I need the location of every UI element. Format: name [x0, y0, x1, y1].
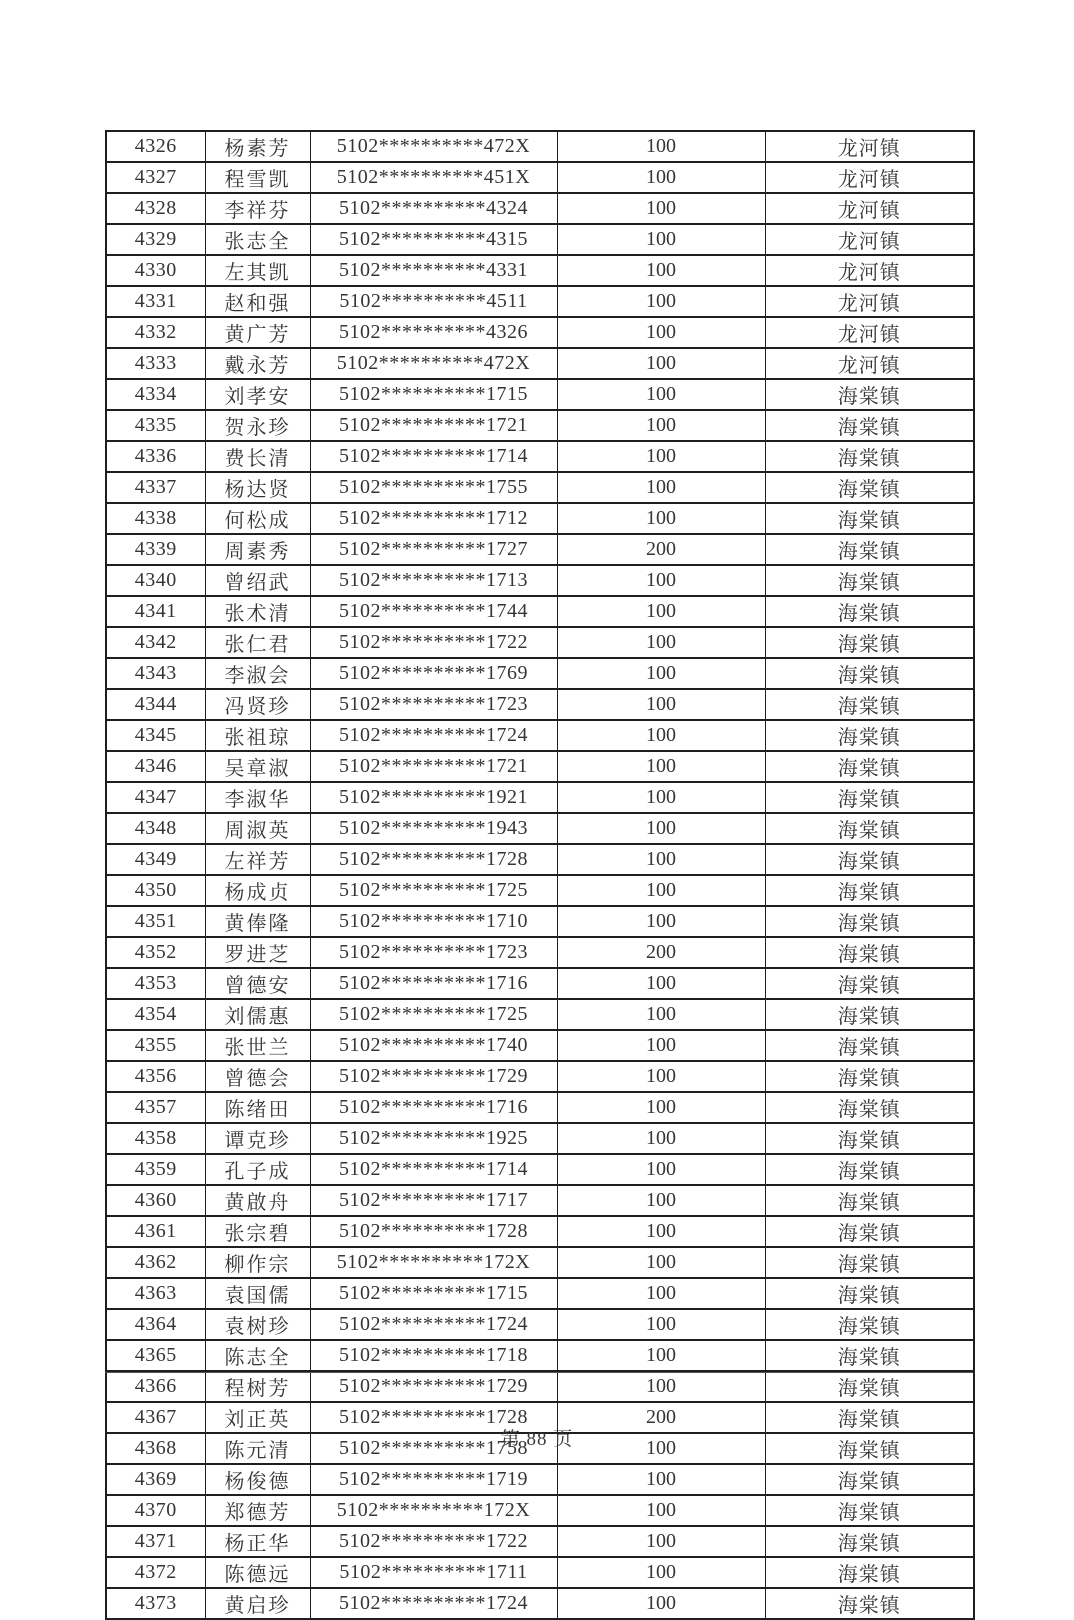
cell-person-name: 左其凯: [205, 255, 310, 286]
cell-sequence-number: 4334: [106, 379, 205, 410]
cell-town-name: 海棠镇: [765, 937, 974, 968]
cell-person-name: 戴永芳: [205, 348, 310, 379]
cell-person-name: 袁国儒: [205, 1278, 310, 1309]
cell-masked-id-number: 5102**********172X: [310, 1247, 557, 1278]
cell-amount: 100: [557, 1309, 765, 1340]
cell-sequence-number: 4363: [106, 1278, 205, 1309]
cell-amount: 100: [557, 813, 765, 844]
cell-sequence-number: 4358: [106, 1123, 205, 1154]
cell-town-name: 海棠镇: [765, 689, 974, 720]
cell-masked-id-number: 5102**********451X: [310, 162, 557, 193]
cell-masked-id-number: 5102**********1755: [310, 472, 557, 503]
cell-town-name: 海棠镇: [765, 875, 974, 906]
cell-masked-id-number: 5102**********1740: [310, 1030, 557, 1061]
cell-person-name: 陈元清: [205, 1433, 310, 1464]
cell-town-name: 龙河镇: [765, 224, 974, 255]
cell-masked-id-number: 5102**********1717: [310, 1185, 557, 1216]
cell-amount: 100: [557, 751, 765, 782]
cell-amount: 100: [557, 193, 765, 224]
cell-town-name: 海棠镇: [765, 379, 974, 410]
cell-masked-id-number: 5102**********1713: [310, 565, 557, 596]
cell-sequence-number: 4355: [106, 1030, 205, 1061]
table-row: [106, 131, 974, 162]
cell-sequence-number: 4330: [106, 255, 205, 286]
cell-sequence-number: 4351: [106, 906, 205, 937]
cell-town-name: 海棠镇: [765, 906, 974, 937]
cell-sequence-number: 4329: [106, 224, 205, 255]
cell-person-name: 李淑会: [205, 658, 310, 689]
table-row: [106, 1588, 974, 1619]
cell-person-name: 左祥芳: [205, 844, 310, 875]
cell-person-name: 刘正英: [205, 1402, 310, 1433]
page-number-footer: 第 88 页: [500, 1429, 574, 1450]
cell-masked-id-number: 5102**********4315: [310, 224, 557, 255]
table-row: [106, 286, 974, 317]
cell-town-name: 海棠镇: [765, 472, 974, 503]
table-row: [106, 162, 974, 193]
cell-amount: 100: [557, 906, 765, 937]
cell-masked-id-number: 5102**********1728: [310, 1402, 557, 1433]
cell-town-name: 海棠镇: [765, 751, 974, 782]
cell-town-name: 海棠镇: [765, 1433, 974, 1464]
cell-person-name: 陈德远: [205, 1557, 310, 1588]
table-row: [106, 1557, 974, 1588]
cell-sequence-number: 4350: [106, 875, 205, 906]
cell-person-name: 程树芳: [205, 1371, 310, 1402]
cell-amount: 200: [557, 937, 765, 968]
cell-town-name: 龙河镇: [765, 131, 974, 162]
cell-town-name: 海棠镇: [765, 1309, 974, 1340]
cell-masked-id-number: 5102**********1711: [310, 1557, 557, 1588]
cell-town-name: 龙河镇: [765, 162, 974, 193]
cell-person-name: 赵和强: [205, 286, 310, 317]
cell-masked-id-number: 5102**********1725: [310, 875, 557, 906]
cell-amount: 100: [557, 720, 765, 751]
cell-town-name: 海棠镇: [765, 1402, 974, 1433]
cell-town-name: 海棠镇: [765, 1588, 974, 1619]
cell-person-name: 周素秀: [205, 534, 310, 565]
table-row: [106, 1495, 974, 1526]
cell-amount: 100: [557, 410, 765, 441]
cell-person-name: 费长清: [205, 441, 310, 472]
cell-amount: 100: [557, 658, 765, 689]
cell-sequence-number: 4340: [106, 565, 205, 596]
cell-town-name: 海棠镇: [765, 1526, 974, 1557]
cell-amount: 100: [557, 472, 765, 503]
table-row: [106, 937, 974, 968]
cell-amount: 100: [557, 286, 765, 317]
cell-sequence-number: 4366: [106, 1371, 205, 1402]
cell-town-name: 海棠镇: [765, 813, 974, 844]
table-row: [106, 596, 974, 627]
cell-sequence-number: 4345: [106, 720, 205, 751]
cell-sequence-number: 4359: [106, 1154, 205, 1185]
cell-sequence-number: 4343: [106, 658, 205, 689]
cell-sequence-number: 4344: [106, 689, 205, 720]
cell-masked-id-number: 5102**********1714: [310, 1154, 557, 1185]
cell-masked-id-number: 5102**********1715: [310, 379, 557, 410]
cell-amount: 100: [557, 844, 765, 875]
cell-person-name: 曾德会: [205, 1061, 310, 1092]
cell-masked-id-number: 5102**********1943: [310, 813, 557, 844]
cell-town-name: 海棠镇: [765, 1154, 974, 1185]
table-row: [106, 534, 974, 565]
cell-town-name: 海棠镇: [765, 844, 974, 875]
cell-person-name: 张术清: [205, 596, 310, 627]
cell-masked-id-number: 5102**********1710: [310, 906, 557, 937]
table-row: [106, 379, 974, 410]
table-row: [106, 1464, 974, 1495]
cell-amount: 100: [557, 689, 765, 720]
cell-amount: 200: [557, 534, 765, 565]
cell-masked-id-number: 5102**********472X: [310, 348, 557, 379]
cell-town-name: 海棠镇: [765, 1495, 974, 1526]
cell-masked-id-number: 5102**********1925: [310, 1123, 557, 1154]
cell-person-name: 张宗碧: [205, 1216, 310, 1247]
table-row: [106, 844, 974, 875]
table-bottom-rule: [105, 1372, 973, 1373]
table-row: [106, 1123, 974, 1154]
table-row: [106, 1247, 974, 1278]
cell-masked-id-number: 5102**********4326: [310, 317, 557, 348]
cell-person-name: 张志全: [205, 224, 310, 255]
cell-masked-id-number: 5102**********1712: [310, 503, 557, 534]
cell-masked-id-number: 5102**********1714: [310, 441, 557, 472]
cell-masked-id-number: 5102**********1744: [310, 596, 557, 627]
cell-sequence-number: 4364: [106, 1309, 205, 1340]
cell-sequence-number: 4328: [106, 193, 205, 224]
cell-masked-id-number: 5102**********1727: [310, 534, 557, 565]
cell-town-name: 海棠镇: [765, 1278, 974, 1309]
cell-sequence-number: 4337: [106, 472, 205, 503]
cell-amount: 100: [557, 565, 765, 596]
cell-sequence-number: 4356: [106, 1061, 205, 1092]
cell-masked-id-number: 5102**********4511: [310, 286, 557, 317]
cell-town-name: 海棠镇: [765, 627, 974, 658]
cell-sequence-number: 4371: [106, 1526, 205, 1557]
cell-town-name: 海棠镇: [765, 1216, 974, 1247]
cell-amount: 100: [557, 255, 765, 286]
table-row: [106, 999, 974, 1030]
cell-sequence-number: 4327: [106, 162, 205, 193]
table-row: [106, 193, 974, 224]
cell-person-name: 曾德安: [205, 968, 310, 999]
cell-amount: 200: [557, 1402, 765, 1433]
cell-person-name: 张祖琼: [205, 720, 310, 751]
cell-town-name: 龙河镇: [765, 255, 974, 286]
cell-masked-id-number: 5102**********1724: [310, 1588, 557, 1619]
cell-town-name: 海棠镇: [765, 1557, 974, 1588]
table-row: [106, 1371, 974, 1402]
beneficiary-table: [105, 130, 975, 1620]
cell-person-name: 罗进芝: [205, 937, 310, 968]
cell-town-name: 海棠镇: [765, 1061, 974, 1092]
cell-masked-id-number: 5102**********1716: [310, 968, 557, 999]
cell-masked-id-number: 5102**********1729: [310, 1371, 557, 1402]
cell-masked-id-number: 5102**********472X: [310, 131, 557, 162]
cell-town-name: 海棠镇: [765, 782, 974, 813]
cell-town-name: 龙河镇: [765, 348, 974, 379]
cell-sequence-number: 4339: [106, 534, 205, 565]
table-row: [106, 1154, 974, 1185]
cell-masked-id-number: 5102**********4324: [310, 193, 557, 224]
cell-masked-id-number: 5102**********172X: [310, 1495, 557, 1526]
cell-amount: 100: [557, 379, 765, 410]
cell-town-name: 海棠镇: [765, 720, 974, 751]
table-row: [106, 348, 974, 379]
cell-masked-id-number: 5102**********1728: [310, 1216, 557, 1247]
cell-sequence-number: 4331: [106, 286, 205, 317]
cell-sequence-number: 4326: [106, 131, 205, 162]
cell-amount: 100: [557, 1588, 765, 1619]
cell-town-name: 海棠镇: [765, 441, 974, 472]
cell-amount: 100: [557, 1495, 765, 1526]
table-row: [106, 720, 974, 751]
cell-sequence-number: 4360: [106, 1185, 205, 1216]
cell-sequence-number: 4372: [106, 1557, 205, 1588]
table-row: [106, 410, 974, 441]
cell-person-name: 张仁君: [205, 627, 310, 658]
table-row: [106, 1278, 974, 1309]
cell-person-name: 杨正华: [205, 1526, 310, 1557]
cell-person-name: 程雪凯: [205, 162, 310, 193]
cell-town-name: 海棠镇: [765, 1371, 974, 1402]
cell-sequence-number: 4336: [106, 441, 205, 472]
cell-town-name: 海棠镇: [765, 1030, 974, 1061]
cell-town-name: 海棠镇: [765, 596, 974, 627]
cell-sequence-number: 4369: [106, 1464, 205, 1495]
table-row: [106, 658, 974, 689]
cell-sequence-number: 4367: [106, 1402, 205, 1433]
cell-person-name: 柳作宗: [205, 1247, 310, 1278]
table-row: [106, 782, 974, 813]
cell-town-name: 海棠镇: [765, 1123, 974, 1154]
table-row: [106, 906, 974, 937]
cell-person-name: 刘儒惠: [205, 999, 310, 1030]
cell-town-name: 龙河镇: [765, 286, 974, 317]
cell-town-name: 海棠镇: [765, 410, 974, 441]
cell-person-name: 曾绍武: [205, 565, 310, 596]
cell-person-name: 何松成: [205, 503, 310, 534]
table-row: [106, 472, 974, 503]
table-row: [106, 1309, 974, 1340]
cell-sequence-number: 4333: [106, 348, 205, 379]
cell-amount: 100: [557, 1371, 765, 1402]
table-row: [106, 441, 974, 472]
table-row: [106, 968, 974, 999]
cell-amount: 100: [557, 1247, 765, 1278]
cell-sequence-number: 4346: [106, 751, 205, 782]
cell-masked-id-number: 5102**********1722: [310, 627, 557, 658]
table-row: [106, 565, 974, 596]
cell-sequence-number: 4368: [106, 1433, 205, 1464]
cell-town-name: 海棠镇: [765, 1185, 974, 1216]
table-row: [106, 1185, 974, 1216]
cell-sequence-number: 4361: [106, 1216, 205, 1247]
cell-town-name: 海棠镇: [765, 1464, 974, 1495]
cell-person-name: 贺永珍: [205, 410, 310, 441]
cell-amount: 100: [557, 1557, 765, 1588]
cell-sequence-number: 4373: [106, 1588, 205, 1619]
cell-person-name: 李祥芬: [205, 193, 310, 224]
cell-amount: 100: [557, 1123, 765, 1154]
cell-masked-id-number: 5102**********1722: [310, 1526, 557, 1557]
cell-town-name: 海棠镇: [765, 503, 974, 534]
cell-amount: 100: [557, 1216, 765, 1247]
cell-masked-id-number: 5102**********1715: [310, 1278, 557, 1309]
cell-town-name: 海棠镇: [765, 1092, 974, 1123]
table-row: [106, 627, 974, 658]
cell-masked-id-number: 5102**********1729: [310, 1061, 557, 1092]
cell-person-name: 孔子成: [205, 1154, 310, 1185]
cell-sequence-number: 4362: [106, 1247, 205, 1278]
cell-masked-id-number: 5102**********1716: [310, 1092, 557, 1123]
cell-town-name: 海棠镇: [765, 1340, 974, 1371]
cell-person-name: 张世兰: [205, 1030, 310, 1061]
cell-amount: 100: [557, 1061, 765, 1092]
cell-town-name: 海棠镇: [765, 1247, 974, 1278]
table-row: [106, 503, 974, 534]
cell-sequence-number: 4349: [106, 844, 205, 875]
cell-amount: 100: [557, 1092, 765, 1123]
cell-town-name: 龙河镇: [765, 193, 974, 224]
cell-sequence-number: 4347: [106, 782, 205, 813]
cell-sequence-number: 4357: [106, 1092, 205, 1123]
cell-amount: 100: [557, 1154, 765, 1185]
cell-amount: 100: [557, 999, 765, 1030]
cell-town-name: 龙河镇: [765, 317, 974, 348]
cell-amount: 100: [557, 1278, 765, 1309]
cell-person-name: 杨达贤: [205, 472, 310, 503]
table-row: [106, 1216, 974, 1247]
table-row: [106, 1526, 974, 1557]
cell-amount: 100: [557, 596, 765, 627]
cell-amount: 100: [557, 348, 765, 379]
cell-person-name: 周淑英: [205, 813, 310, 844]
cell-town-name: 海棠镇: [765, 999, 974, 1030]
cell-person-name: 袁树珍: [205, 1309, 310, 1340]
cell-sequence-number: 4338: [106, 503, 205, 534]
cell-sequence-number: 4354: [106, 999, 205, 1030]
cell-amount: 100: [557, 131, 765, 162]
cell-amount: 100: [557, 782, 765, 813]
cell-person-name: 黄啟舟: [205, 1185, 310, 1216]
table-row: [106, 1030, 974, 1061]
cell-person-name: 黄广芳: [205, 317, 310, 348]
table-row: [106, 689, 974, 720]
cell-town-name: 海棠镇: [765, 565, 974, 596]
cell-sequence-number: 4352: [106, 937, 205, 968]
cell-amount: 100: [557, 1340, 765, 1371]
cell-masked-id-number: 5102**********1728: [310, 844, 557, 875]
cell-amount: 100: [557, 503, 765, 534]
cell-person-name: 杨俊德: [205, 1464, 310, 1495]
cell-amount: 100: [557, 1433, 765, 1464]
cell-sequence-number: 4342: [106, 627, 205, 658]
cell-sequence-number: 4348: [106, 813, 205, 844]
cell-person-name: 郑德芳: [205, 1495, 310, 1526]
table-row: [106, 224, 974, 255]
table-row: [106, 1092, 974, 1123]
cell-masked-id-number: 5102**********1724: [310, 1309, 557, 1340]
table-body: [106, 131, 974, 1619]
cell-amount: 100: [557, 1030, 765, 1061]
cell-sequence-number: 4341: [106, 596, 205, 627]
cell-sequence-number: 4335: [106, 410, 205, 441]
cell-person-name: 刘孝安: [205, 379, 310, 410]
cell-amount: 100: [557, 875, 765, 906]
cell-amount: 100: [557, 627, 765, 658]
cell-sequence-number: 4365: [106, 1340, 205, 1371]
cell-person-name: 陈绪田: [205, 1092, 310, 1123]
cell-masked-id-number: 5102**********4331: [310, 255, 557, 286]
cell-amount: 100: [557, 1526, 765, 1557]
cell-masked-id-number: 5102**********1758: [310, 1433, 557, 1464]
cell-person-name: 黄俸隆: [205, 906, 310, 937]
cell-masked-id-number: 5102**********1723: [310, 689, 557, 720]
cell-masked-id-number: 5102**********1718: [310, 1340, 557, 1371]
cell-person-name: 冯贤珍: [205, 689, 310, 720]
cell-person-name: 杨成贞: [205, 875, 310, 906]
cell-masked-id-number: 5102**********1725: [310, 999, 557, 1030]
cell-amount: 100: [557, 1185, 765, 1216]
cell-masked-id-number: 5102**********1723: [310, 937, 557, 968]
cell-masked-id-number: 5102**********1921: [310, 782, 557, 813]
cell-masked-id-number: 5102**********1719: [310, 1464, 557, 1495]
cell-person-name: 陈志全: [205, 1340, 310, 1371]
cell-sequence-number: 4370: [106, 1495, 205, 1526]
cell-masked-id-number: 5102**********1721: [310, 751, 557, 782]
cell-amount: 100: [557, 162, 765, 193]
cell-town-name: 海棠镇: [765, 658, 974, 689]
cell-sequence-number: 4332: [106, 317, 205, 348]
cell-sequence-number: 4353: [106, 968, 205, 999]
table-row: [106, 1340, 974, 1371]
cell-person-name: 李淑华: [205, 782, 310, 813]
table-row: [106, 813, 974, 844]
cell-amount: 100: [557, 441, 765, 472]
cell-amount: 100: [557, 224, 765, 255]
table-row: [106, 875, 974, 906]
cell-masked-id-number: 5102**********1721: [310, 410, 557, 441]
table-row: [106, 1061, 974, 1092]
cell-amount: 100: [557, 317, 765, 348]
cell-town-name: 海棠镇: [765, 968, 974, 999]
cell-person-name: 谭克珍: [205, 1123, 310, 1154]
cell-town-name: 海棠镇: [765, 534, 974, 565]
table-row: [106, 317, 974, 348]
cell-masked-id-number: 5102**********1724: [310, 720, 557, 751]
cell-masked-id-number: 5102**********1769: [310, 658, 557, 689]
table-row: [106, 751, 974, 782]
table-row: [106, 255, 974, 286]
cell-amount: 100: [557, 1464, 765, 1495]
cell-person-name: 吴章淑: [205, 751, 310, 782]
cell-amount: 100: [557, 968, 765, 999]
cell-person-name: 黄启珍: [205, 1588, 310, 1619]
cell-person-name: 杨素芳: [205, 131, 310, 162]
